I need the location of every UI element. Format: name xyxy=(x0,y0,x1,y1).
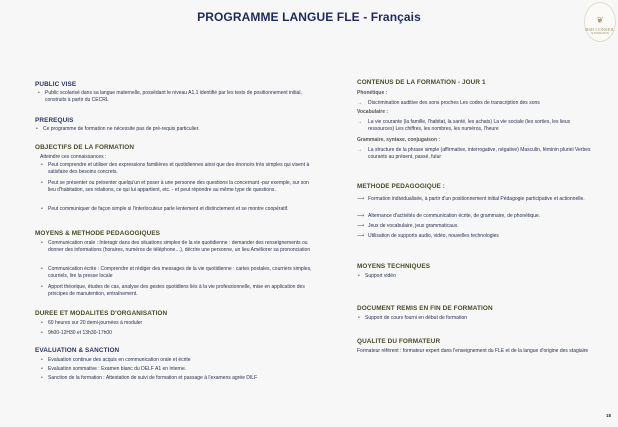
logo-text-line2: & FORMATION xyxy=(591,32,609,35)
bullet-icon: • xyxy=(41,266,43,272)
plant-icon: ❦ xyxy=(596,15,604,25)
list-item: • 9h00-12H30 et 13h30-17h00 xyxy=(41,330,112,336)
list-item: • Communication écrite : Comprendre et rédiger des messages de la vie quotidienne : cartes postales, courriers simples, courriels, lire la presse locale xyxy=(41,266,312,279)
subheading-vocabulaire: Vocabulaire : xyxy=(357,109,389,115)
subheading-grammaire: Grammaire, syntaxe, conjugaison : xyxy=(357,137,441,143)
list-item: ⟶ Formation individualisée, à partir d'un positionnement initial Pédagogie participative et actionnelle. xyxy=(357,196,585,202)
arrow-icon: → xyxy=(357,119,362,125)
bullet-icon: • xyxy=(41,320,43,326)
section-heading-objectifs: OBJECTIFS DE LA FORMATION xyxy=(35,144,135,151)
list-item: • Evaluation sommative : Examen blanc du DELF A1 en interne. xyxy=(41,366,187,372)
bullet-icon: • xyxy=(41,162,43,168)
bullet-icon: • xyxy=(38,90,40,96)
bullet-icon: • xyxy=(41,240,43,246)
section-heading-public: PUBLIC VISE xyxy=(35,81,77,88)
section-heading-techniques: MOYENS TECHNIQUES xyxy=(357,263,431,270)
section-heading-document: DOCUMENT REMIS EN FIN DE FORMATION xyxy=(357,305,493,312)
list-item: ⟶ Alternance d'activités de communication écrite, de grammaire, de phonétique. xyxy=(357,213,541,219)
bullet-icon: • xyxy=(358,315,360,321)
section-heading-qualite: QUALITE DU FORMATEUR xyxy=(357,338,441,345)
list-item: • 60 heures sur 20 demi-journées à moduler xyxy=(41,320,143,326)
arrow-icon: ⟶ xyxy=(357,196,365,202)
list-item: • Sanction de la formation : Attestation de suivi de formation et passage à l'examens agrée DILF xyxy=(41,375,258,381)
list-item: • Support de cours fourni en début de formation xyxy=(358,315,468,321)
list-item: • Peut comprendre et utiliser des expressions familières et quotidiennes ainsi que des énoncés très simples qui visent à satisfaire des besoins concrets. xyxy=(41,162,310,175)
section-heading-contenus: CONTENUS DE LA FORMATION - JOUR 1 xyxy=(357,79,486,86)
qualite-text: Formateur référent : formateur expert dans l'enseignement du FLE et de la langue d'origine des stagiaire xyxy=(357,348,589,354)
list-item: ⟶ Jeux de vocabulaire, jeux grammaticaux. xyxy=(357,223,459,229)
page-number: 18 xyxy=(606,413,612,418)
list-item: • Apport théorique, études de cas, analyse des gestes quotidiens liés à la vie professionnelle, mise en application des principes de manutention, entraînement. xyxy=(41,284,305,297)
list-item: • Communication orale : Interagir dans des situations simples de la vie quotidienne : demander des renseignements ou donner des informations (horaires, numéros de téléphone…), décrire une personne, un lieu Améliorer sa prononciation xyxy=(41,240,311,253)
bullet-icon: • xyxy=(41,180,43,186)
objectifs-intro: Atteindre ces connaissances : xyxy=(40,154,107,160)
bullet-icon: • xyxy=(41,330,43,336)
list-item: • Peut communiquer de façon simple si l'interlocuteur parle lentement et distinctement et se montre coopératif. xyxy=(41,206,289,212)
list-item: • Evaluation continue des acquis en communication orale et écrite xyxy=(41,357,191,363)
bullet-icon: • xyxy=(41,375,43,381)
arrow-icon: → xyxy=(357,147,362,153)
bullet-icon: • xyxy=(41,284,43,290)
bullet-icon: • xyxy=(41,357,43,363)
arrow-icon: ⟶ xyxy=(357,223,365,229)
subheading-phonetique: Phonétique : xyxy=(357,90,388,96)
section-heading-evaluation: EVALUATION & SANCTION xyxy=(35,347,120,354)
bullet-icon: • xyxy=(358,273,360,279)
section-heading-prerequis: PREREQUIS xyxy=(35,117,74,124)
page-title: PROGRAMME LANGUE FLE - Français xyxy=(197,10,421,24)
arrow-icon: ⟶ xyxy=(357,213,365,219)
bullet-icon: • xyxy=(41,366,43,372)
arrow-icon: → xyxy=(357,100,362,106)
list-item: • Peut se présenter ou présenter quelqu'un et poser à une personne des questions la concernant -par exemple, sur son lieu d'habitation, ses relations, ce qui lui appartient, etc. - et peut répondre au même type de questions. xyxy=(41,180,309,193)
list-item: • Ce programme de formation ne nécessite pas de pré-requis particulier. xyxy=(36,126,200,132)
section-heading-moyens: MOYENS & METHODE PEDAGOGIQUES xyxy=(35,230,161,237)
arrow-icon: ⟶ xyxy=(357,233,365,239)
section-heading-duree: DUREE ET MODALITES D'ORGANISATION xyxy=(35,310,168,317)
bullet-icon: • xyxy=(41,206,43,212)
section-heading-methode: METHODE PEDAGOGIQUE : xyxy=(357,183,446,190)
list-item: → Discrimination auditive des sons proches Les codes de transcription des sons xyxy=(357,100,540,106)
list-item: • Support vidéo xyxy=(358,273,396,279)
list-item: → La vie courante (la famille, l'habitat, la santé, les achats) La vie sociale (les sorties, les lieux ressources) Les chiffres, les nombres, les numéros, l'heure xyxy=(357,119,571,132)
list-item: • Public scolarisé dans sa langue maternelle, possédant le niveau A1.1 identifié par les tests de positionnement initial, construits à partir du CECRL xyxy=(38,90,302,103)
list-item: ⟶ Utilisation de supports audio, vidéo, nouvelles technologies xyxy=(357,233,499,239)
bullet-icon: • xyxy=(36,126,38,132)
list-item: → La structure de la phrase simple (affirmative, interrogative, négative) Masculin, féminin pluriel Verbes courants au présent, passé, futur xyxy=(357,147,591,160)
logo-text-line1: BSD CONSEIL xyxy=(585,27,615,32)
company-logo xyxy=(584,2,616,42)
